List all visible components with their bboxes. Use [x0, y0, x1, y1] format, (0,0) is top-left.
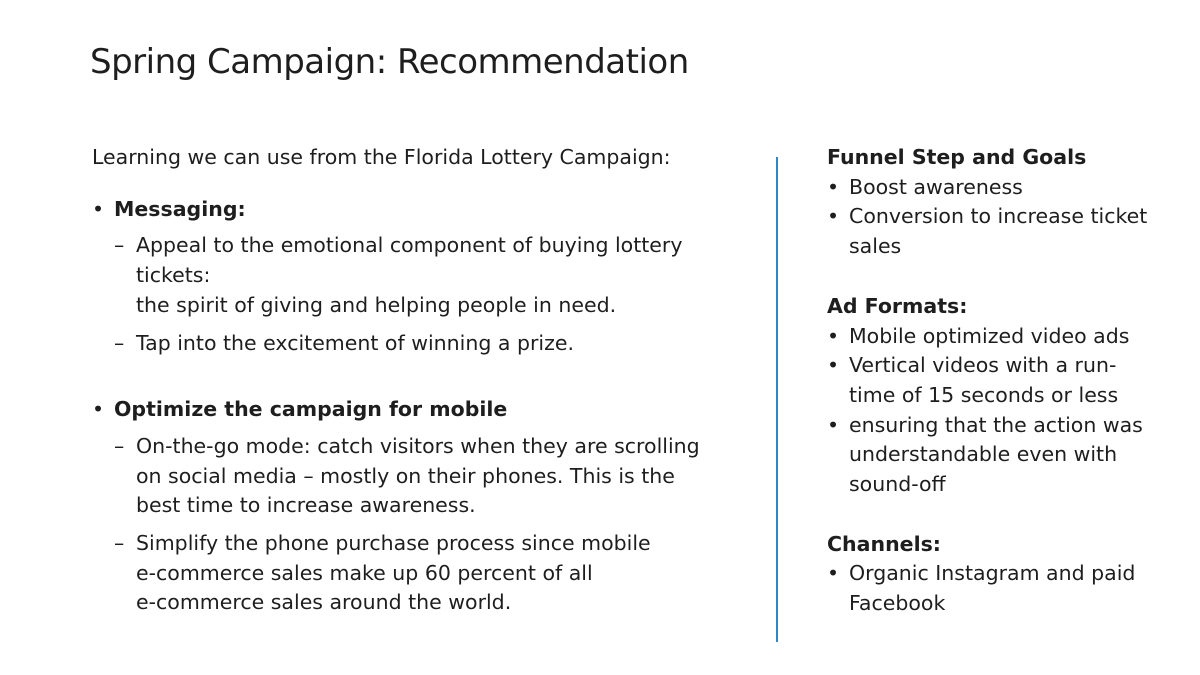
- messaging-heading-text: Messaging:: [114, 196, 246, 221]
- slide-title: Spring Campaign: Recommendation: [90, 42, 689, 82]
- list-item-text: Boost awareness: [849, 174, 1023, 199]
- intro-text: Learning we can use from the Florida Lottery Campaign:: [92, 145, 671, 169]
- list-item: [92, 432, 722, 521]
- funnel-section: [827, 143, 1167, 262]
- bullet-icon: •: [827, 353, 840, 378]
- channels-section: [827, 530, 1167, 619]
- list-item: [827, 173, 1167, 203]
- ad-formats-section: [827, 292, 1167, 500]
- list-item: [827, 351, 1167, 410]
- bullet-icon: •: [92, 196, 105, 221]
- bullet-icon: •: [92, 397, 105, 422]
- mobile-sublist: [92, 432, 722, 618]
- dash-icon: –: [114, 233, 125, 258]
- list-item-text: Vertical videos with a run-: [849, 353, 1117, 378]
- list-item: [92, 329, 722, 359]
- list-item-text: Tap into the excitement of winning a prize.: [136, 330, 574, 355]
- list-item-text: Simplify the phone purchase process since mobile: [136, 531, 651, 556]
- list-item: [827, 202, 1167, 261]
- list-item-text: ensuring that the action was understandable even with sound-off: [849, 412, 1143, 497]
- list-item-text: Appeal to the emotional component of buying lottery tickets:: [136, 233, 683, 288]
- list-item: [827, 559, 1167, 618]
- funnel-heading: Funnel Step and Goals: [827, 145, 1087, 169]
- bullet-icon: •: [827, 174, 840, 199]
- bullet-icon: •: [827, 561, 840, 586]
- list-item: [827, 322, 1167, 352]
- list-item: [92, 231, 722, 320]
- dash-icon: –: [114, 330, 125, 355]
- dash-icon: –: [114, 531, 125, 556]
- mobile-section: [92, 395, 722, 618]
- column-divider: [776, 157, 778, 642]
- bullet-icon: •: [827, 323, 840, 348]
- list-item-text: Conversion to increase ticket sales: [849, 204, 1148, 259]
- list-item-text: e-commerce sales make up 60 percent of all: [136, 560, 593, 585]
- channels-heading: Channels:: [827, 531, 941, 556]
- messaging-section: [92, 195, 722, 359]
- messaging-heading: [92, 195, 722, 225]
- list-item: [827, 411, 1167, 500]
- list-item-text: Organic Instagram and paid Facebook: [849, 561, 1136, 616]
- list-item-text: the spirit of giving and helping people in need.: [136, 292, 617, 317]
- list-item-text: time of 15 seconds or less: [849, 382, 1119, 407]
- list-item-text: Mobile optimized video ads: [849, 323, 1130, 348]
- bullet-icon: •: [827, 204, 840, 229]
- messaging-sublist: [92, 231, 722, 358]
- mobile-heading-text: Optimize the campaign for mobile: [114, 397, 508, 422]
- bullet-icon: •: [827, 412, 840, 437]
- right-column: [827, 143, 1167, 649]
- left-column: [92, 143, 722, 626]
- list-item: [92, 529, 722, 618]
- mobile-heading: [92, 395, 722, 425]
- ad-formats-heading: Ad Formats:: [827, 293, 968, 318]
- dash-icon: –: [114, 433, 125, 458]
- list-item-text: e-commerce sales around the world.: [136, 590, 512, 615]
- list-item-text: On-the-go mode: catch visitors when they are scrolling on social media – mostly on their phones. This is the best time to increase awareness.: [136, 433, 700, 518]
